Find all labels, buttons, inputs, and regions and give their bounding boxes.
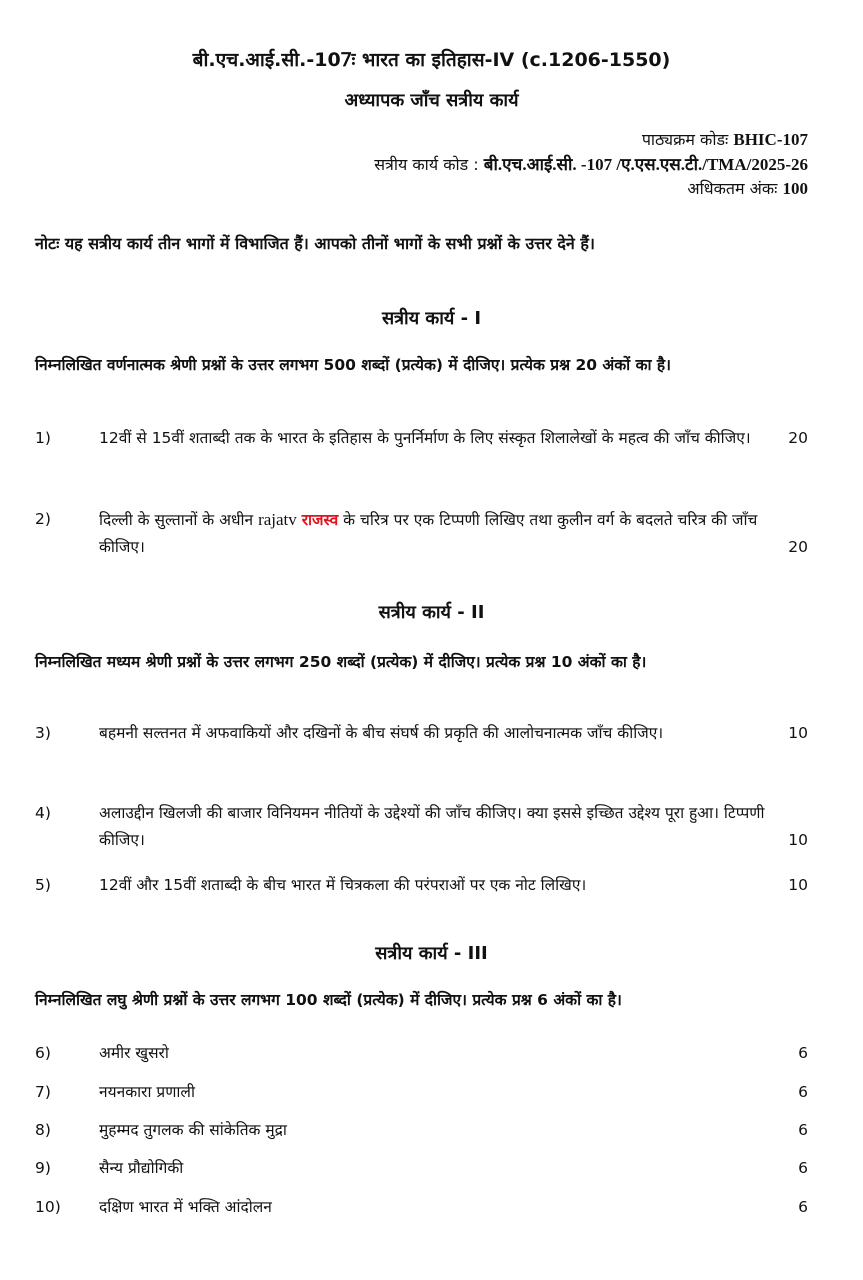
- question-text: 12वीं और 15वीं शताब्दी के बीच भारत में चित्रकला की परंपराओं पर एक नोट लिखिए।: [99, 876, 587, 894]
- question-number: 6): [35, 1044, 51, 1062]
- question: [35, 1155, 808, 1182]
- question-marks: 10: [788, 831, 808, 849]
- question-marks: 20: [788, 538, 808, 556]
- assignment-code-value: बी.एच.आई.सी. -107 /ए.एस.एस.टी./TMA/2025-26: [483, 155, 808, 174]
- question-number: 4): [35, 804, 51, 822]
- section-title: सत्रीय कार्य - III: [375, 943, 488, 964]
- question: [35, 1117, 808, 1144]
- question: [35, 1194, 808, 1221]
- question-number: 1): [35, 429, 51, 447]
- question-text-part: के चरित्र पर एक टिप्पणी लिखिए तथा कुलीन वर्ग के बदलते चरित्र की जाँच कीजिए।: [99, 511, 758, 556]
- question-marks: 6: [798, 1121, 808, 1139]
- question-text: नयनकारा प्रणाली: [99, 1083, 195, 1101]
- section-intro: निम्नलिखित वर्णनात्मक श्रेणी प्रश्नों के उत्तर लगभग 500 शब्दों (प्रत्येक) में दीजिए। प्रत्येक प्रश्न 20 अंकों का है।: [35, 356, 671, 374]
- course-code-label: पाठ्यक्रम कोडः: [641, 130, 729, 149]
- question: [35, 872, 808, 899]
- note: नोटः यह सत्रीय कार्य तीन भागों में विभाजित हैं। आपको तीनों भागों के सभी प्रश्नों के उत्तर देने हैं।: [35, 234, 595, 253]
- course-code-value: BHIC-107: [733, 130, 808, 149]
- section-title: सत्रीय कार्य - I: [381, 308, 482, 329]
- question-number: 5): [35, 876, 51, 894]
- question: [35, 1040, 808, 1067]
- question-text: 12वीं से 15वीं शताब्दी तक के भारत के इतिहास के पुनर्निर्माण के लिए संस्कृत शिलालेखों के महत्व की जाँच कीजिए।: [99, 429, 751, 447]
- question-number: 3): [35, 724, 51, 742]
- question-text: दक्षिण भारत में भक्ति आंदोलन: [99, 1198, 272, 1216]
- question-marks: 20: [788, 429, 808, 447]
- question-number: 7): [35, 1083, 51, 1101]
- question-marks: 6: [798, 1044, 808, 1062]
- section-intro: निम्नलिखित मध्यम श्रेणी प्रश्नों के उत्तर लगभग 250 शब्दों (प्रत्येक) में दीजिए। प्रत्येक प्रश्न 10 अंकों का है।: [35, 653, 647, 671]
- highlighted-word: राजस्व: [301, 511, 339, 529]
- question-marks: 6: [798, 1083, 808, 1101]
- question-text: बहमनी सल्तनत में अफवाकियों और दखिनों के बीच संघर्ष की प्रकृति की आलोचनात्मक जाँच कीजिए।: [99, 724, 664, 742]
- question: [35, 1079, 808, 1106]
- document-subtitle: अध्यापक जाँच सत्रीय कार्य: [344, 90, 519, 111]
- question-number: 9): [35, 1159, 51, 1177]
- assignment-code-label: सत्रीय कार्य कोड :: [374, 155, 479, 174]
- question: [35, 506, 808, 561]
- max-marks-label: अधिकतम अंकः: [687, 179, 778, 198]
- question-text: अलाउद्दीन खिलजी की बाजार विनियमन नीतियों के उद्देश्यों की जाँच कीजिए। क्या इससे इच्छित उद्देश्य पूरा हुआ। टिप्पणी कीजिए।: [99, 804, 765, 849]
- question-marks: 6: [798, 1159, 808, 1177]
- course-code: [642, 128, 808, 150]
- question-marks: 6: [798, 1198, 808, 1216]
- question-number: 8): [35, 1121, 51, 1139]
- question-text: मुहम्मद तुगलक की सांकेतिक मुद्रा: [99, 1121, 287, 1139]
- assignment-code: [374, 152, 808, 175]
- question-marks: 10: [788, 876, 808, 894]
- section-title: सत्रीय कार्य - II: [378, 602, 485, 623]
- max-marks-value: 100: [782, 179, 808, 198]
- question-text: सैन्य प्रौद्योगिकी: [99, 1159, 184, 1177]
- question-text: [99, 506, 768, 561]
- max-marks: [687, 177, 808, 199]
- question: [35, 800, 808, 854]
- question-number: 2): [35, 510, 51, 528]
- question: [35, 720, 808, 747]
- question-marks: 10: [788, 724, 808, 742]
- document-title: बी.एच.आई.सी.-107ः भारत का इतिहास-IV (c.1206-1550): [192, 49, 671, 71]
- question-text-part: दिल्ली के सुल्तानों के अधीन: [99, 511, 254, 529]
- question-text: अमीर खुसरो: [99, 1044, 169, 1062]
- question-number: 10): [35, 1198, 61, 1216]
- question-text-latin: rajatv: [258, 510, 297, 529]
- section-intro: निम्नलिखित लघु श्रेणी प्रश्नों के उत्तर लगभग 100 शब्दों (प्रत्येक) में दीजिए। प्रत्येक प्रश्न 6 अंकों का है।: [35, 991, 622, 1009]
- question: [35, 425, 808, 452]
